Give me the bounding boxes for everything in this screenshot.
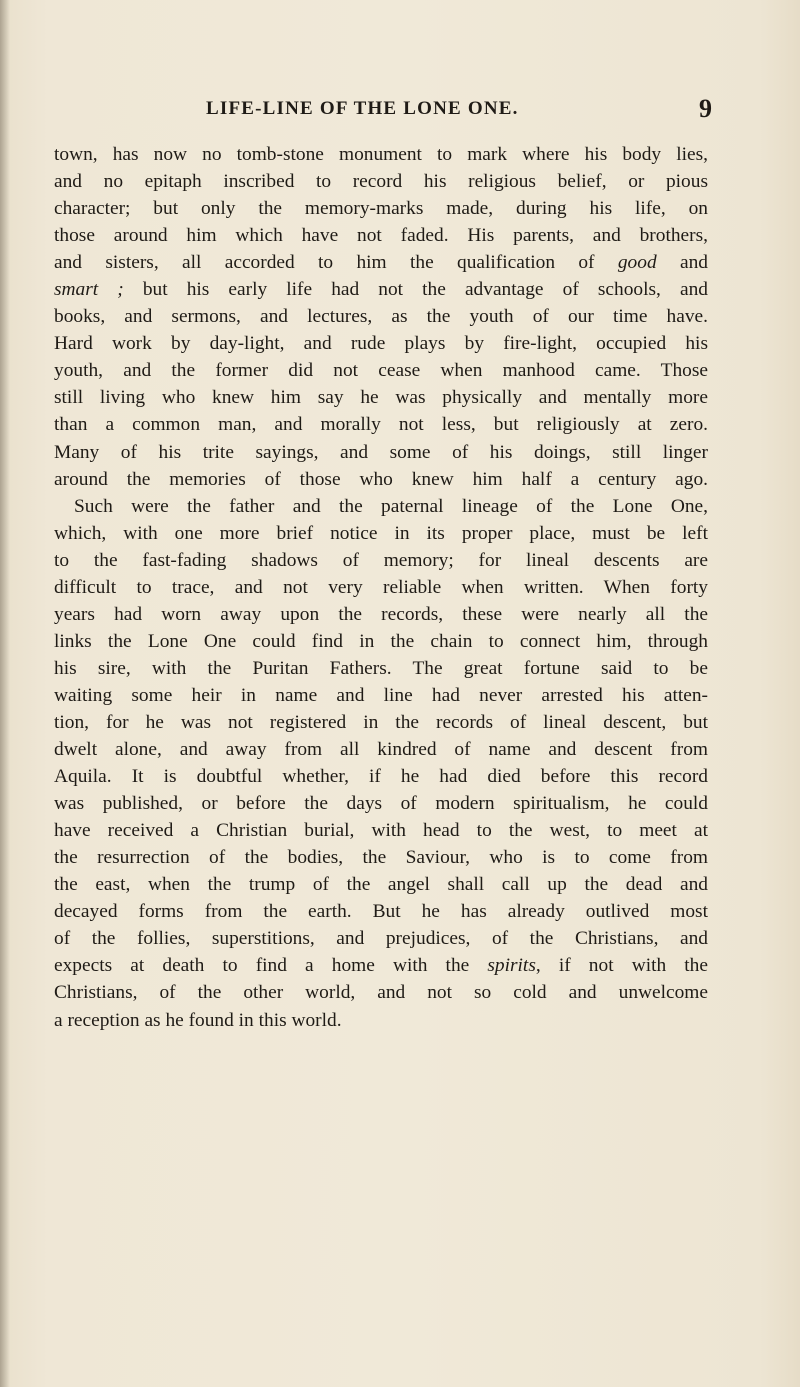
text-span: and no epitaph inscribed to record his religious belief, or pious [54,171,708,193]
page-number: 9 [699,94,712,123]
text-span: to the fast-fading shadows of memory; for lineal descents are [54,549,708,571]
text-span: which, with one more brief notice in its proper place, must be left [54,522,708,544]
text-span: decayed forms from the earth. But he has already outlived most [54,901,708,923]
text-line [54,898,708,925]
italic-span: smart ; [54,279,124,301]
text-line [54,439,708,466]
text-line [54,601,708,628]
text-line [54,925,708,952]
text-line [54,844,708,871]
italic-span: good [617,252,657,274]
text-line [54,520,708,547]
running-header [60,94,710,128]
text-line [54,655,708,682]
text-line [54,222,708,249]
text-span: tion, for he was not registered in the records of lineal descent, but [54,711,708,733]
text-span: difficult to trace, and not very reliable when written. When forty [54,576,708,598]
text-span: a reception as he found in this world. [54,1009,342,1031]
text-span: Aquila. It is doubtful whether, if he had died before this record [54,766,708,788]
text-span: books, and sermons, and lectures, as the youth of our time have. [54,306,708,328]
text-line [54,330,708,357]
text-span: years had worn away upon the records, these were nearly all the [54,603,708,625]
text-line [54,249,708,276]
text-line [54,682,708,709]
text-span: those around him which have not faded. His parents, and brothers, [54,225,708,247]
text-line [54,276,708,303]
text-span: , if not with the [535,955,708,977]
text-span: around the memories of those who knew him half a century ago. [54,468,708,490]
text-line [54,303,708,330]
text-span: of the follies, superstitions, and prejudices, of the Christians, and [54,928,708,950]
text-span: have received a Christian burial, with head to the west, to meet at [54,820,708,842]
text-span: his sire, with the Puritan Fathers. The great fortune said to be [54,657,708,679]
text-line [54,493,708,520]
text-line [54,709,708,736]
text-line [54,952,708,979]
text-span: youth, and the former did not cease when manhood came. Those [54,360,708,382]
text-span: character; but only the memory-marks made, during his life, on [54,198,708,220]
text-span: and [656,252,708,274]
text-line [54,411,708,438]
text-span: than a common man, and morally not less, but religiously at zero. [54,414,708,436]
text-span: town, has now no tomb-stone monument to mark where his body lies, [54,144,708,165]
text-span: dwelt alone, and away from all kindred of name and descent from [54,739,708,761]
text-line [54,628,708,655]
page-spine-shadow [0,0,10,1387]
text-line [54,547,708,574]
text-span: waiting some heir in name and line had never arrested his atten- [54,684,708,706]
text-span: but his early life had not the advantage of schools, and [123,279,708,301]
text-span: Such were the father and the paternal lineage of the Lone One, [74,495,708,517]
text-line [54,871,708,898]
text-line [54,466,708,493]
italic-span: spirits [487,955,536,977]
text-line [54,1007,708,1034]
text-span: the east, when the trump of the angel shall call up the dead and [54,874,708,896]
text-span: the resurrection of the bodies, the Saviour, who is to come from [54,847,708,869]
running-title: LIFE-LINE OF THE LONE ONE. [206,98,519,119]
text-line [54,168,708,195]
body-text [54,141,708,1034]
text-line [54,141,708,168]
text-line [54,817,708,844]
text-line [54,195,708,222]
text-line [54,790,708,817]
text-span: and sisters, all accorded to him the qualification of [54,252,618,274]
text-line [54,736,708,763]
text-line [54,574,708,601]
text-span: Christians, of the other world, and not so cold and unwelcome [54,982,708,1004]
text-span: Hard work by day-light, and rude plays by fire-light, occupied his [54,333,708,355]
text-span: Many of his trite sayings, and some of his doings, still linger [54,441,708,463]
text-span: still living who knew him say he was physically and mentally more [54,387,708,409]
text-span: links the Lone One could find in the chain to connect him, through [54,630,708,652]
text-line [54,763,708,790]
text-line [54,979,708,1006]
text-span: was published, or before the days of modern spiritualism, he could [54,793,708,815]
text-span: expects at death to find a home with the [54,955,488,977]
text-line [54,357,708,384]
text-line [54,384,708,411]
